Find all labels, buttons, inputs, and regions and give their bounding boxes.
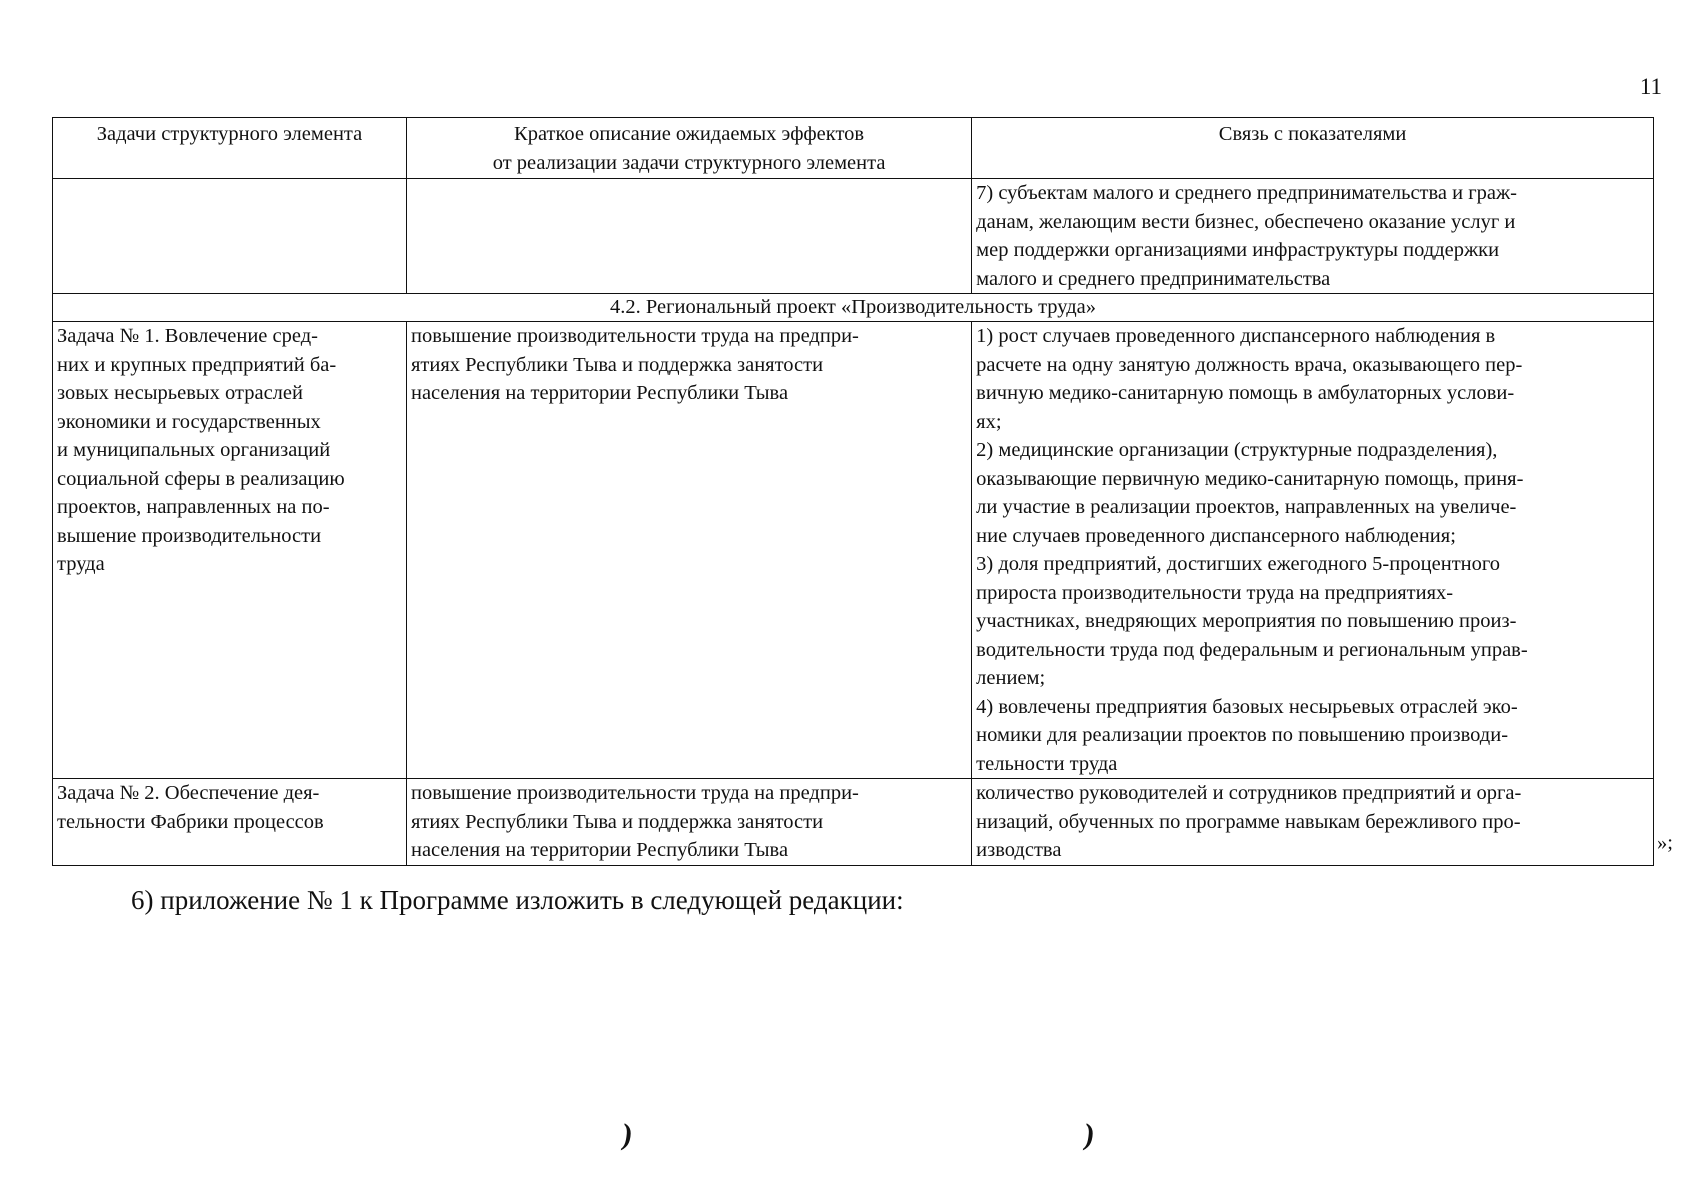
closing-quote: »; (1657, 832, 1673, 854)
header-effects: Краткое описание ожидаемых эффектов от реализации задачи структурного элемента (406, 118, 971, 179)
header-indicators: Связь с показателями (972, 118, 1654, 179)
effects-cell (406, 179, 971, 294)
amendment-text: 6) приложение № 1 к Программе изложить в следующей редакции: (131, 885, 904, 915)
program-table (52, 117, 1654, 866)
table-header-row (53, 118, 1654, 179)
page-number: 11 (1639, 74, 1662, 99)
bottom-mark-right: ) (1081, 1118, 1097, 1151)
effects-cell: повышение производительности труда на предпри- ятиях Республики Тыва и поддержка занятости населения на территории Республики Тыва (406, 779, 971, 866)
task-cell: Задача № 1. Вовлечение сред- них и крупных предприятий ба- зовых несырьевых отраслей экономики и государственных и муниципальных организаций социальной сферы в реализацию проектов, направленных на по- вышение производительности труда (53, 322, 407, 779)
indicators-cell: 7) субъектам малого и среднего предпринимательства и граж- данам, желающим вести бизнес, обеспечено оказание услуг и мер поддержки организациями инфраструктуры поддержки малого и среднего предпринимательства (972, 179, 1654, 294)
task-cell: Задача № 2. Обеспечение дея- тельности Фабрики процессов (53, 779, 407, 866)
table-row (53, 179, 1654, 294)
section-title-row (53, 294, 1654, 322)
table-row (53, 779, 1654, 866)
header-tasks: Задачи структурного элемента (53, 118, 407, 179)
indicators-cell: 1) рост случаев проведенного диспансерного наблюдения в расчете на одну занятую должность врача, оказывающего пер- вичную медико-санитарную помощь в амбулаторных услови- ях; 2) медицинские организации (структурные подразделения), оказывающие первичную медико-санитарную помощь, приня- ли участие в реализации проектов, направленных на увеличе- ние случаев проведенного диспансерного наблюдения; 3) доля предприятий, достигших ежегодного 5-процентного прироста производительности труда на предприятиях- участниках, внедряющих мероприятия по повышению произ- водительности труда под федеральным и региональным управ- лением; 4) вовлечены предприятия базовых несырьевых отраслей эко- номики для реализации проектов по повышению производи- тельности труда (972, 322, 1654, 779)
task-cell (53, 179, 407, 294)
table-row (53, 322, 1654, 779)
effects-cell: повышение производительности труда на предпри- ятиях Республики Тыва и поддержка занятости населения на территории Республики Тыва (406, 322, 971, 779)
indicators-cell: количество руководителей и сотрудников предприятий и орга- низаций, обученных по программе навыкам бережливого про- изводства (972, 779, 1654, 866)
section-title: 4.2. Региональный проект «Производительность труда» (53, 294, 1654, 322)
bottom-mark-left: ) (619, 1118, 635, 1151)
